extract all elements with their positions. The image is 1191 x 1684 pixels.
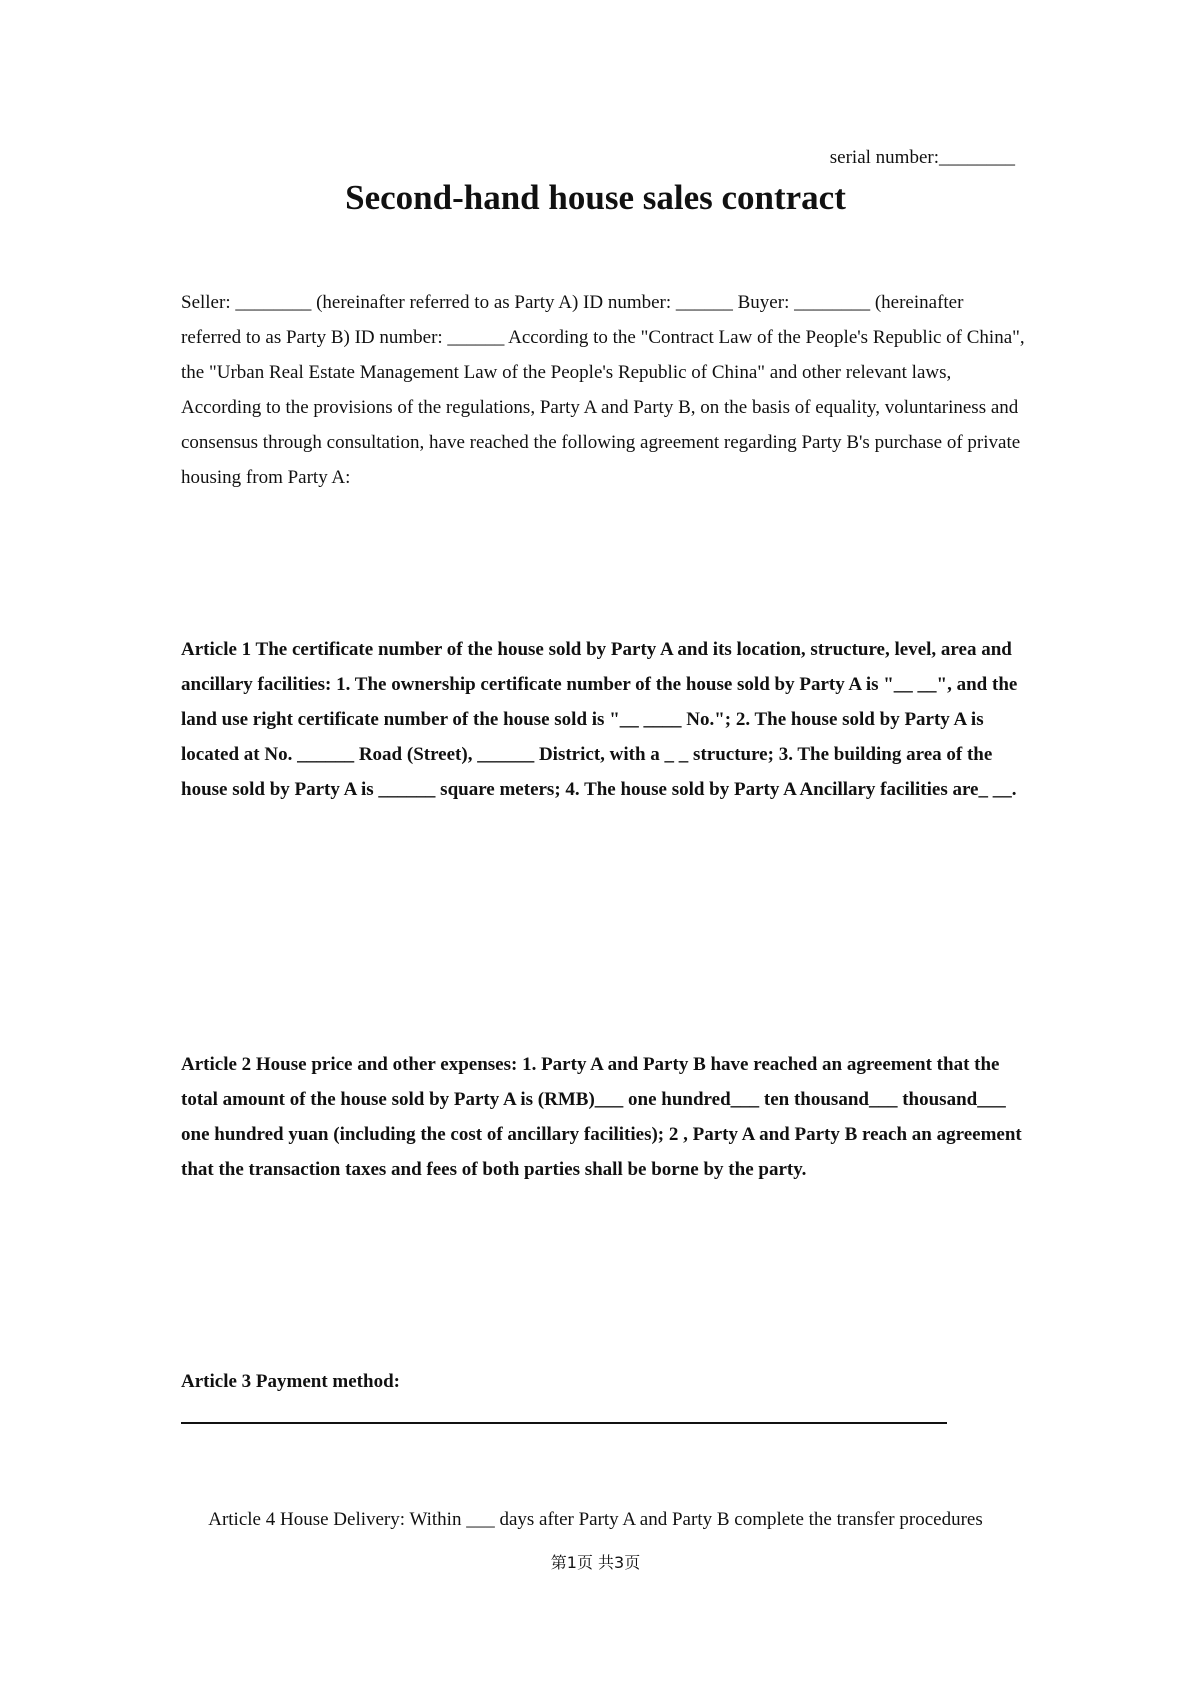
article-4: Article 4 House Delivery: Within ___ days after Party A and Party B complete the transfer procedures	[208, 1509, 983, 1530]
serial-number: serial number:________	[829, 147, 1015, 168]
article-2: Article 2 House price and other expenses: 1. Party A and Party B have reached an agreement that the total amount of the house sold by Party A is (RMB)___ one hundred___ ten thousand___ thousand___ one hundred yuan (including the cost of ancillary facilities); 2 , Party A and Party B reach an agreement that the transaction taxes and fees of both parties shall be borne by the party.	[181, 1054, 1022, 1180]
page-title: Second-hand house sales contract	[345, 178, 846, 217]
intro-paragraph: Seller: ________ (hereinafter referred to as Party A) ID number: ______ Buyer: ________ (hereinafter referred to as Party B) ID number: ______ According to the "Contract Law of the People's Republic of China", the "Urban Real Estate Management Law of the People's Republic of China" and other relevant laws, According to the provisions of the regulations, Party A and Party B, on the basis of equality, voluntariness and consensus through consultation, have reached the following agreement regarding Party B's purchase of private housing from Party A:	[181, 292, 1025, 488]
article-3-blank-line	[181, 1422, 947, 1424]
page-footer: 第1页 共3页	[550, 1553, 641, 1572]
article-3: Article 3 Payment method:	[181, 1371, 400, 1392]
article-1: Article 1 The certificate number of the house sold by Party A and its location, structure, level, area and ancillary facilities: 1. The ownership certificate number of the house sold by Party A is "__ __", and the land use right certificate number of the house sold is "__ ____ No."; 2. The house sold by Party A is located at No. ______ Road (Street), ______ District, with a _ _ structure; 3. The building area of the house sold by Party A is ______ square meters; 4. The house sold by Party A Ancillary facilities are_ __.	[181, 639, 1018, 800]
